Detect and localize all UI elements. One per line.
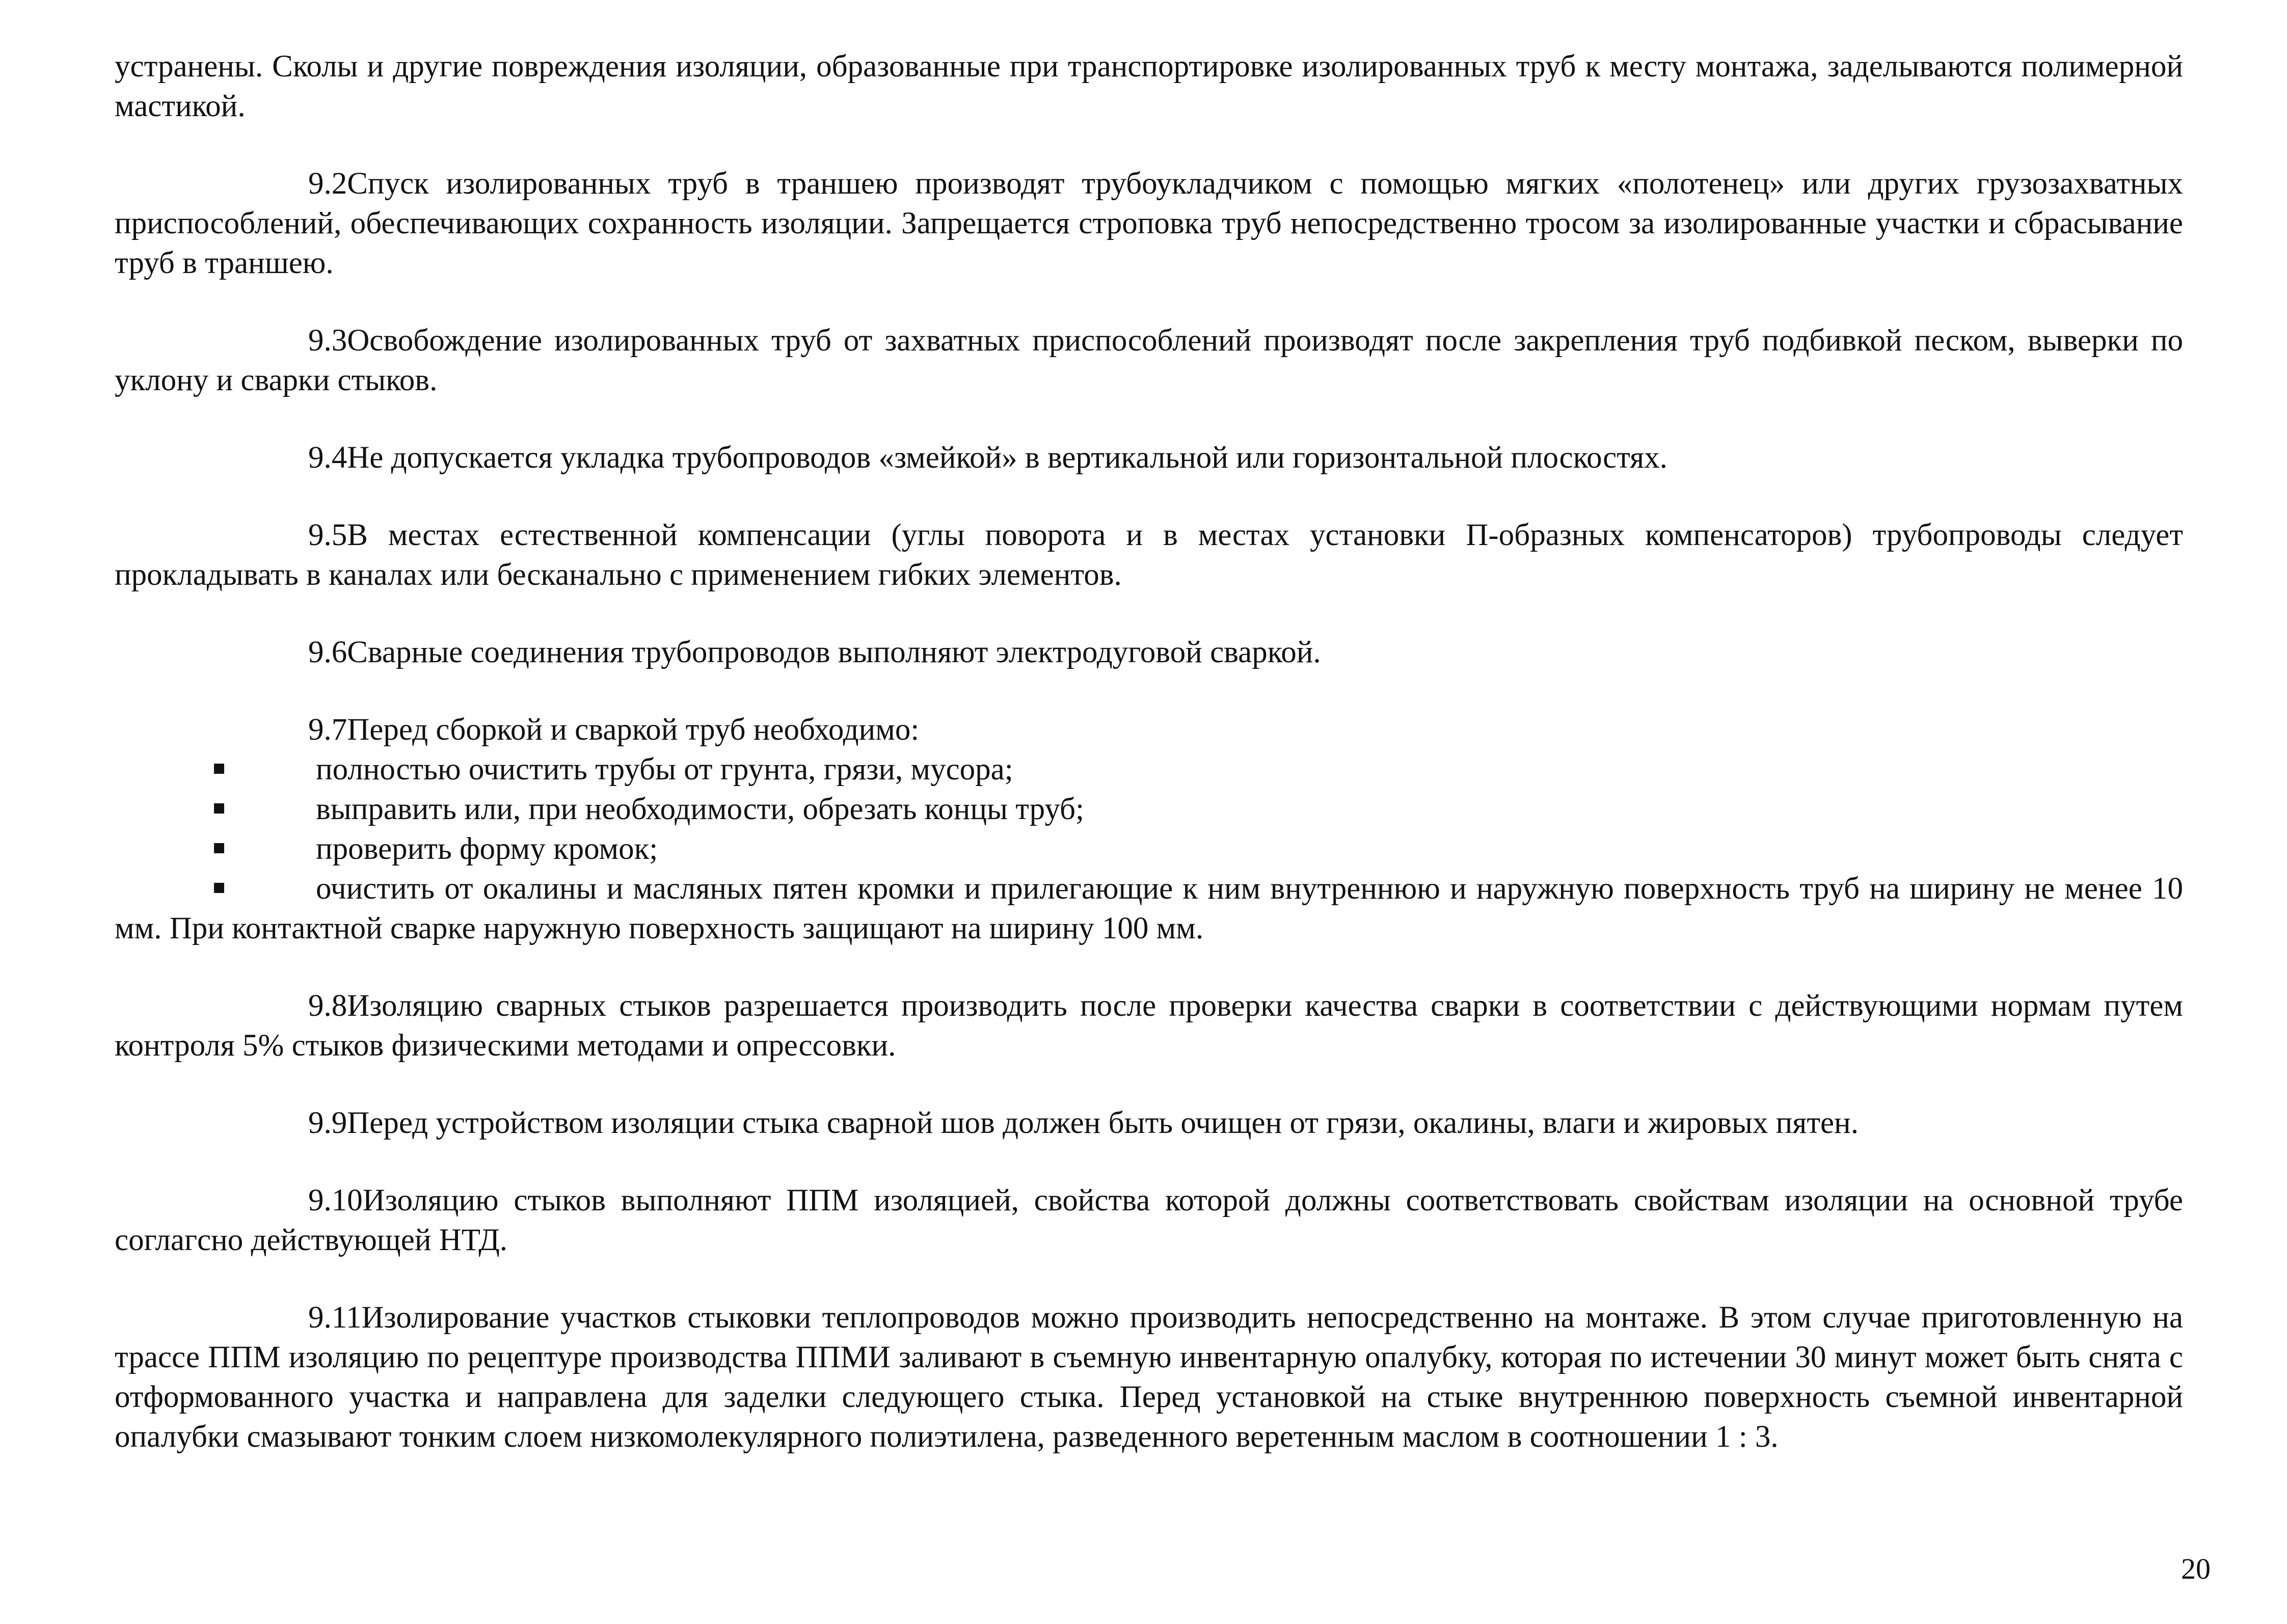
section-9-9 xyxy=(115,1103,2183,1143)
section-text: 9.8Изоляцию сварных стыков разрешается производить после проверки качества сварки в соответствии с действующими нормам путем контроля 5% стыков физическими методами и опрессовки. xyxy=(115,986,2183,1066)
section-text: 9.6Сварные соединения трубопроводов выполняют электродуговой сваркой. xyxy=(115,633,2183,672)
section-number: 9.8 xyxy=(308,989,347,1023)
section-9-4 xyxy=(115,438,2183,478)
section-number: 9.3 xyxy=(308,323,347,358)
bullet-square-icon xyxy=(214,883,224,893)
section-9-3 xyxy=(115,321,2183,400)
bullet-square-icon xyxy=(214,803,224,814)
section-text: 9.10Изоляцию стыков выполняют ППМ изоляцией, свойства которой должны соответствовать свойствам изоляции на основной трубе соглагсно действующей НТД. xyxy=(115,1181,2183,1260)
section-9-8 xyxy=(115,986,2183,1066)
section-text: 9.11Изолирование участков стыковки теплопроводов можно производить непосредственно на монтаже. В этом случае приготовленную на трассе ППМ изоляцию по рецептуре производства ППМИ заливают в съемную инвентарную опалубку, которая по истечении 30 минут может быть снята с отформованного участка и направлена для заделки следующего стыка. Перед установкой на стыке внутреннюю поверхность съемной инвентарной опалубки смазывают тонким слоем низкомолекулярного полиэтилена, разведенного веретенным маслом в соотношении 1 : 3. xyxy=(115,1298,2183,1457)
page-number: 20 xyxy=(2181,1552,2211,1585)
section-number: 9.6 xyxy=(308,635,347,669)
section-9-11 xyxy=(115,1298,2183,1457)
section-intro: 9.7Перед сборкой и сваркой труб необходимо: xyxy=(115,710,2183,750)
section-text: 9.5В местах естественной компенсации (углы поворота и в местах установки П-образных компенсаторов) трубопроводы следует прокладывать в каналах или бесканально с применением гибких элементов. xyxy=(115,516,2183,595)
list-item: полностью очистить трубы от грунта, грязи, мусора; xyxy=(115,750,2183,790)
section-number: 9.9 xyxy=(308,1106,347,1140)
section-number: 9.2 xyxy=(308,167,347,201)
section-text: 9.2Спуск изолированных труб в траншею производят трубоукладчиком с помощью мягких «полотенец» или других грузозахватных приспособлений, обеспечивающих сохранность изоляции. Запрещается строповка труб непосредственно тросом за изолированные участки и сбрасывание труб в траншею. xyxy=(115,164,2183,283)
section-9-5 xyxy=(115,516,2183,595)
section-text: 9.4Не допускается укладка трубопроводов «змейкой» в вертикальной или горизонтальной плоскостях. xyxy=(115,438,2183,478)
section-9-10 xyxy=(115,1181,2183,1260)
section-number: 9.10 xyxy=(308,1183,363,1217)
section-number: 9.7 xyxy=(308,713,347,747)
section-9-6 xyxy=(115,633,2183,672)
list-item: очистить от окалины и масляных пятен кромки и прилегающие к ним внутреннюю и наружную поверхность труб на ширину не менее 10 мм. При контактной сварке наружную поверхность защищают на ширину 100 мм. xyxy=(115,872,2183,945)
bullet-square-icon xyxy=(214,843,224,853)
section-9-2 xyxy=(115,164,2183,283)
bullet-list xyxy=(115,750,2183,949)
list-item: проверить форму кромок; xyxy=(115,829,2183,869)
section-9-7 xyxy=(115,710,2183,949)
document-page xyxy=(115,47,2183,1495)
section-text: 9.3Освобождение изолированных труб от захватных приспособлений производят после закрепления труб подбивкой песком, выверки по уклону и сварки стыков. xyxy=(115,321,2183,400)
lead-paragraph: устранены. Сколы и другие повреждения изоляции, образованные при транспортировке изолированных труб к месту монтажа, заделываются полимерной мастикой. xyxy=(115,49,2183,123)
section-number: 9.5 xyxy=(308,518,347,552)
bullet-square-icon xyxy=(214,764,224,774)
list-item: выправить или, при необходимости, обрезать концы труб; xyxy=(115,790,2183,829)
section-text: 9.9Перед устройством изоляции стыка сварной шов должен быть очищен от грязи, окалины, влаги и жировых пятен. xyxy=(115,1103,2183,1143)
section-number: 9.4 xyxy=(308,441,347,475)
section-number: 9.11 xyxy=(308,1301,362,1335)
